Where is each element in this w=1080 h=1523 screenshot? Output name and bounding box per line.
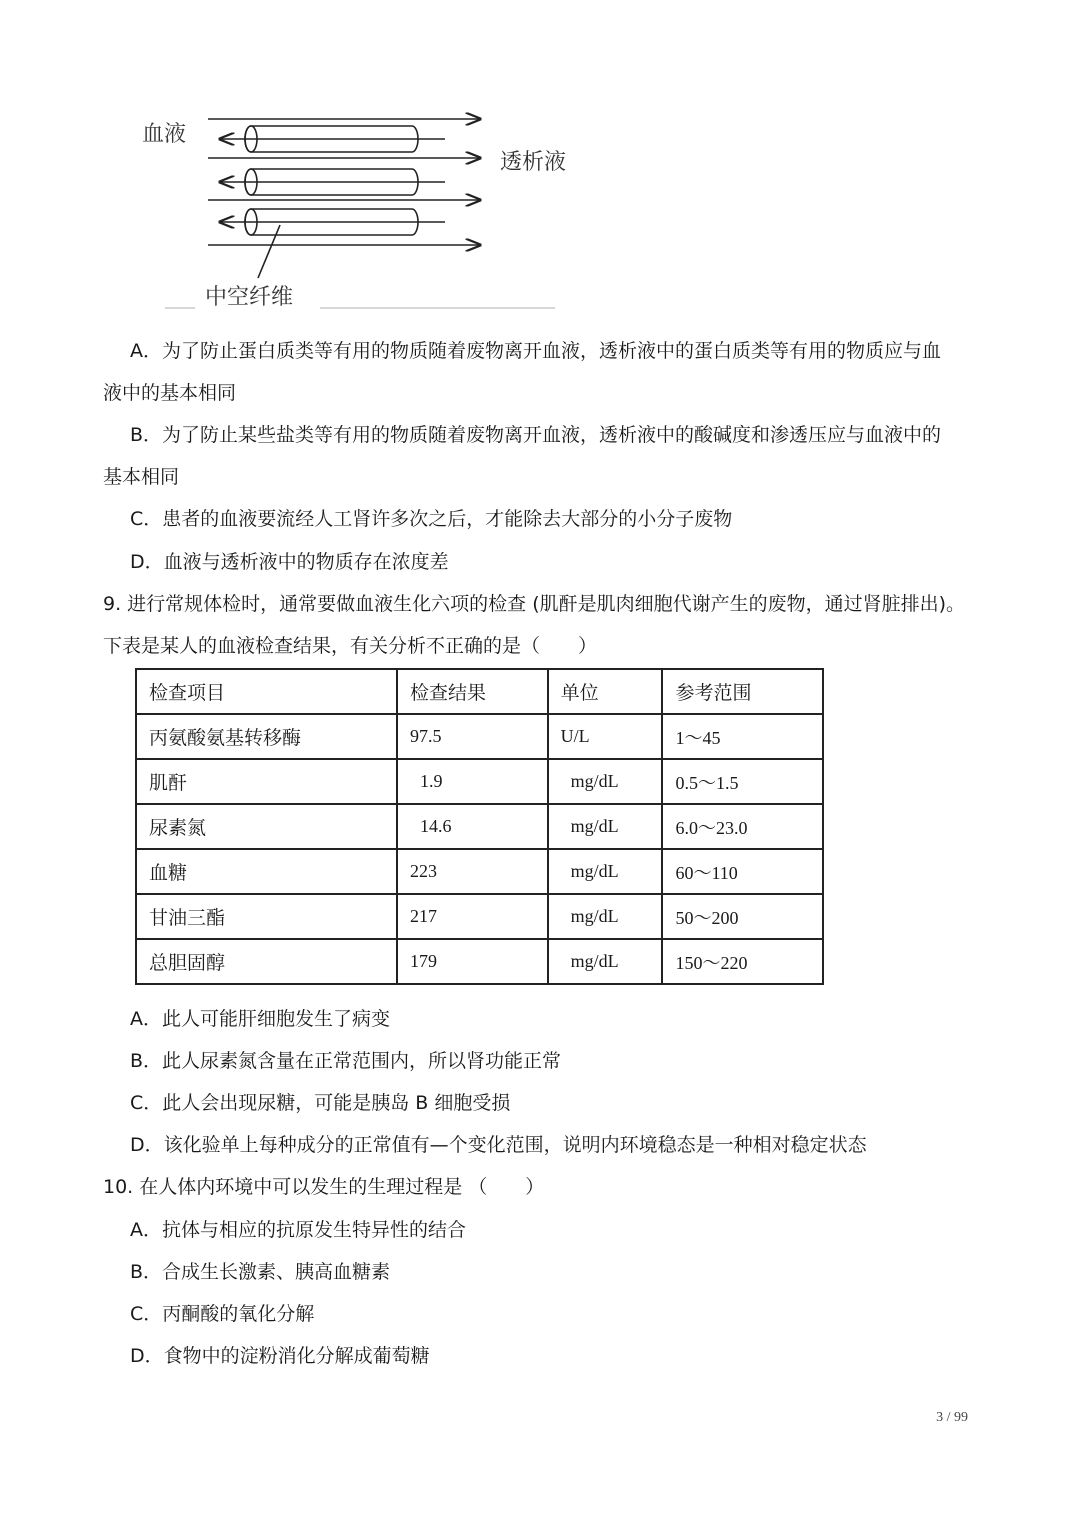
q8-option-b-line2: 基本相同 [103, 466, 180, 488]
label-dialysate: 透析液 [500, 150, 567, 175]
q9-option-b: B．此人尿素氮含量在正常范围内，所以肾功能正常 [130, 1050, 562, 1072]
table-header-row [136, 669, 823, 714]
table-row [136, 759, 823, 804]
header-item: 检查项目 [136, 669, 397, 714]
header-result: 检查结果 [397, 669, 548, 714]
q10-stem: 10. 在人体内环境中可以发生的生理过程是 （ ） [103, 1176, 545, 1198]
cell-unit: mg/dL [548, 759, 663, 804]
cell-item: 肌酐 [136, 759, 397, 804]
q9-stem-line2: 下表是某人的血液检查结果，有关分析不正确的是（ ） [103, 635, 598, 657]
header-unit: 单位 [548, 669, 663, 714]
q8-option-a-line1: A．为了防止蛋白质类等有用的物质随着废物离开血液，透析液中的蛋白质类等有用的物质应与血 [130, 340, 942, 362]
cell-unit: mg/dL [548, 849, 663, 894]
table-row [136, 714, 823, 759]
cell-item: 总胆固醇 [136, 939, 397, 984]
cell-unit: mg/dL [548, 894, 663, 939]
q9-option-d: D．该化验单上每种成分的正常值有—个变化范围，说明内环境稳态是一种相对稳定状态 [130, 1134, 867, 1156]
q8-option-a-line2: 液中的基本相同 [103, 382, 237, 404]
label-hollow-fiber: 中空纤维 [205, 285, 294, 310]
cell-result: 1.9 [397, 759, 548, 804]
hollow-fiber-drawing [130, 100, 570, 315]
q10-option-c: C．丙酮酸的氧化分解 [130, 1303, 315, 1325]
cell-item: 尿素氮 [136, 804, 397, 849]
table-row [136, 849, 823, 894]
q9-stem-line1: 9. 进行常规体检时，通常要做血液生化六项的检查 (肌酐是肌肉细胞代谢产生的废物，通过肾脏排出)。 [103, 593, 966, 615]
table-row [136, 804, 823, 849]
cell-item: 血糖 [136, 849, 397, 894]
dialysis-diagram [130, 100, 570, 315]
q8-option-b-line1: B．为了防止某些盐类等有用的物质随着废物离开血液，透析液中的酸碱度和渗透压应与血液中的 [130, 424, 942, 446]
cell-result: 14.6 [397, 804, 548, 849]
cell-range: 0.5～1.5 [662, 759, 823, 804]
cell-unit: mg/dL [548, 939, 663, 984]
cell-range: 150～220 [662, 939, 823, 984]
header-range: 参考范围 [662, 669, 823, 714]
cell-result: 97.5 [397, 714, 548, 759]
q10-option-a: A．抗体与相应的抗原发生特异性的结合 [130, 1219, 466, 1241]
cell-range: 6.0～23.0 [662, 804, 823, 849]
page-number: 3 / 99 [936, 1410, 968, 1425]
cell-unit: mg/dL [548, 804, 663, 849]
cell-unit: U/L [548, 714, 663, 759]
cell-item: 甘油三酯 [136, 894, 397, 939]
cell-result: 223 [397, 849, 548, 894]
q10-option-d: D．食物中的淀粉消化分解成葡萄糖 [130, 1345, 430, 1367]
cell-result: 217 [397, 894, 548, 939]
cell-range: 50～200 [662, 894, 823, 939]
q8-option-d: D．血液与透析液中的物质存在浓度差 [130, 551, 449, 573]
table-row [136, 894, 823, 939]
cell-result: 179 [397, 939, 548, 984]
q8-option-c: C．患者的血液要流经人工肾许多次之后，才能除去大部分的小分子废物 [130, 508, 733, 530]
cell-item: 丙氨酸氨基转移酶 [136, 714, 397, 759]
table-row [136, 939, 823, 984]
label-blood: 血液 [142, 122, 187, 147]
q10-option-b: B．合成生长激素、胰高血糖素 [130, 1261, 391, 1283]
q9-option-a: A．此人可能肝细胞发生了病变 [130, 1008, 390, 1030]
blood-test-table [135, 668, 824, 985]
cell-range: 1～45 [662, 714, 823, 759]
q9-option-c: C．此人会出现尿糖，可能是胰岛 B 细胞受损 [130, 1092, 511, 1114]
cell-range: 60～110 [662, 849, 823, 894]
